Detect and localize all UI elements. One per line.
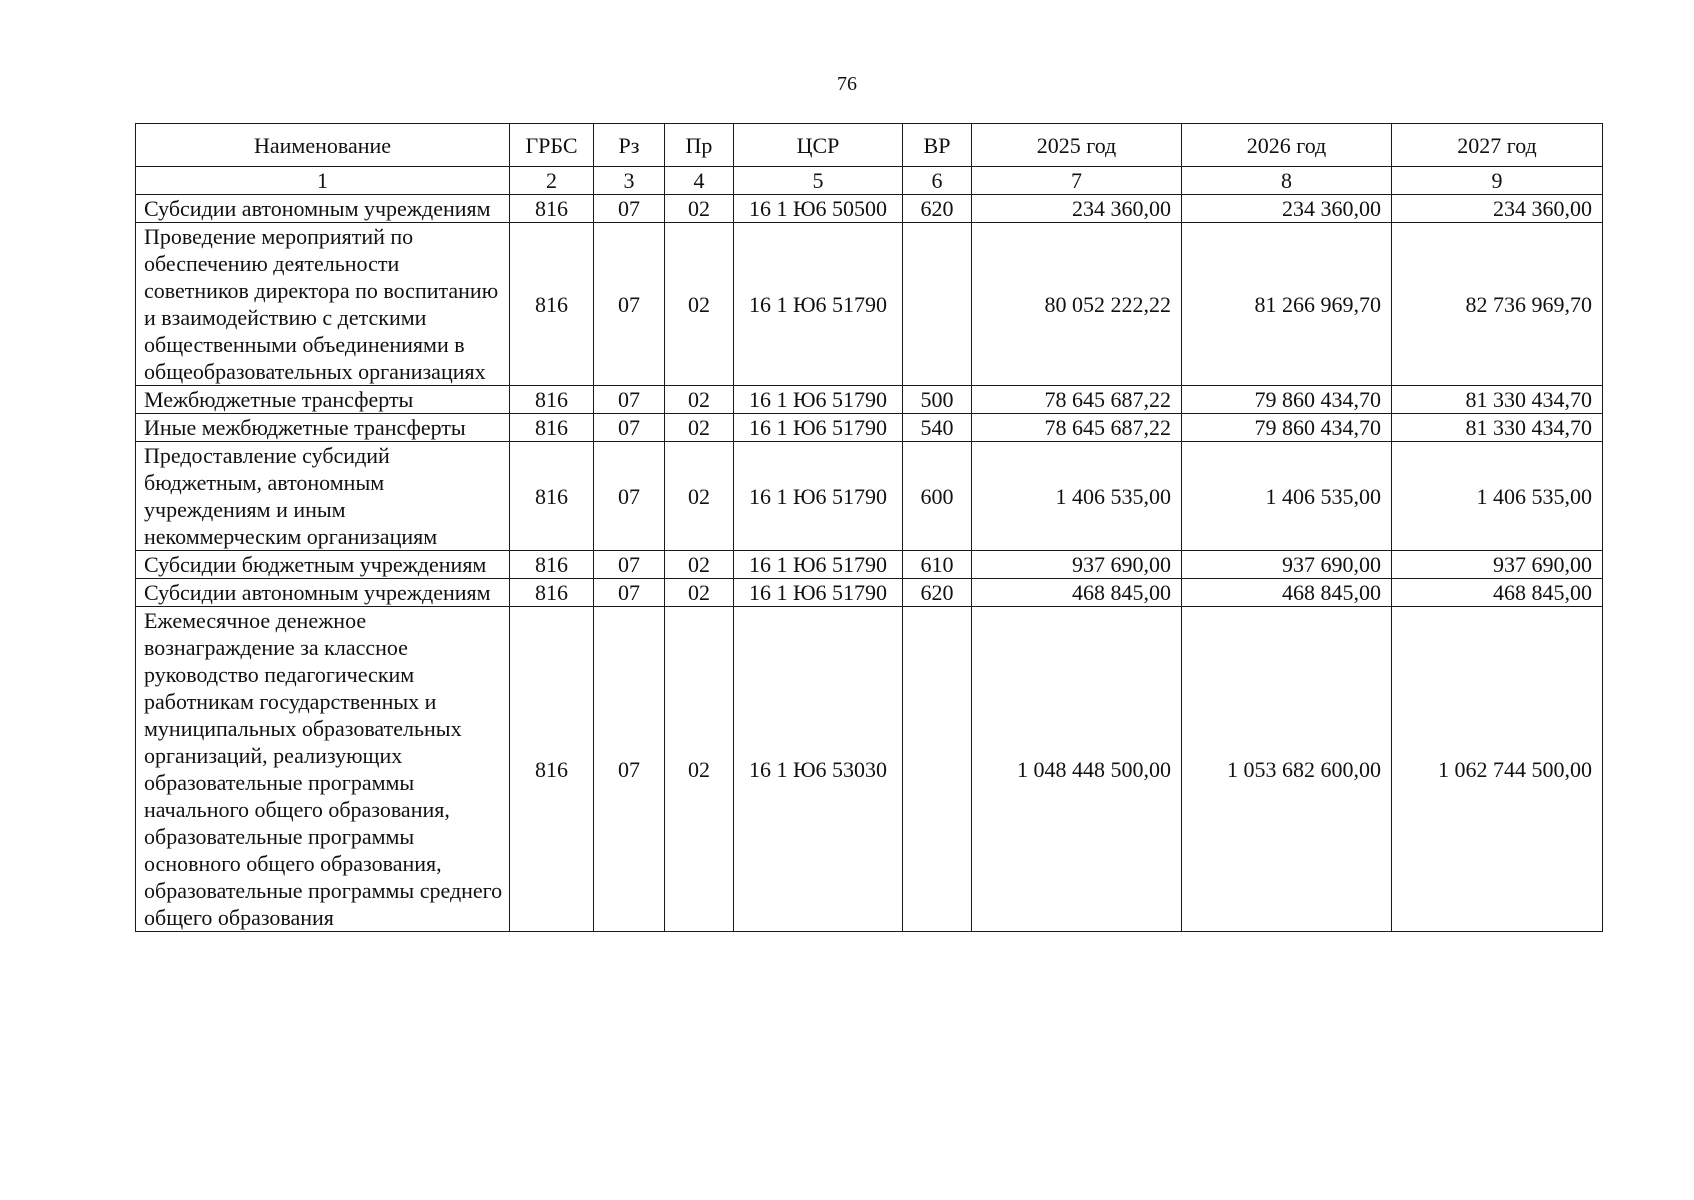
column-number: 1	[136, 167, 510, 195]
column-number: 2	[510, 167, 594, 195]
row-csr: 16 1 Ю6 51790	[734, 386, 903, 414]
row-amount-2027: 937 690,00	[1392, 551, 1603, 579]
row-rz: 07	[594, 551, 665, 579]
row-amount-2025: 234 360,00	[972, 195, 1182, 223]
column-number: 4	[665, 167, 734, 195]
row-rz: 07	[594, 579, 665, 607]
row-grbs: 816	[510, 386, 594, 414]
header-grbs: ГРБС	[510, 124, 594, 167]
row-amount-2027: 1 406 535,00	[1392, 442, 1603, 551]
table-row	[136, 223, 1603, 386]
column-number: 8	[1182, 167, 1392, 195]
row-rz: 07	[594, 442, 665, 551]
table-row	[136, 442, 1603, 551]
row-csr: 16 1 Ю6 50500	[734, 195, 903, 223]
table-row	[136, 551, 1603, 579]
row-pr: 02	[665, 551, 734, 579]
row-pr: 02	[665, 223, 734, 386]
row-amount-2027: 234 360,00	[1392, 195, 1603, 223]
row-rz: 07	[594, 414, 665, 442]
row-grbs: 816	[510, 195, 594, 223]
table-row	[136, 579, 1603, 607]
row-amount-2025: 1 406 535,00	[972, 442, 1182, 551]
row-amount-2026: 1 406 535,00	[1182, 442, 1392, 551]
budget-table	[135, 123, 1603, 932]
header-pr: Пр	[665, 124, 734, 167]
column-number: 5	[734, 167, 903, 195]
row-grbs: 816	[510, 579, 594, 607]
column-number: 9	[1392, 167, 1603, 195]
row-csr: 16 1 Ю6 51790	[734, 579, 903, 607]
row-amount-2027: 1 062 744 500,00	[1392, 607, 1603, 932]
row-csr: 16 1 Ю6 51790	[734, 223, 903, 386]
row-amount-2026: 468 845,00	[1182, 579, 1392, 607]
row-rz: 07	[594, 386, 665, 414]
row-name: Межбюджетные трансферты	[136, 386, 510, 414]
row-pr: 02	[665, 607, 734, 932]
row-pr: 02	[665, 195, 734, 223]
row-csr: 16 1 Ю6 51790	[734, 442, 903, 551]
row-amount-2025: 1 048 448 500,00	[972, 607, 1182, 932]
row-amount-2025: 937 690,00	[972, 551, 1182, 579]
row-amount-2026: 234 360,00	[1182, 195, 1392, 223]
row-pr: 02	[665, 442, 734, 551]
row-grbs: 816	[510, 551, 594, 579]
row-amount-2025: 468 845,00	[972, 579, 1182, 607]
row-rz: 07	[594, 195, 665, 223]
row-amount-2025: 78 645 687,22	[972, 386, 1182, 414]
row-rz: 07	[594, 223, 665, 386]
row-csr: 16 1 Ю6 53030	[734, 607, 903, 932]
header-row	[136, 124, 1603, 167]
row-name: Проведение мероприятий по обеспечению деятельности советников директора по воспитанию и взаимодействию с детскими общественными объединениями в общеобразовательных организациях	[136, 223, 510, 386]
table-row	[136, 195, 1603, 223]
row-vr: 620	[903, 579, 972, 607]
row-amount-2026: 79 860 434,70	[1182, 386, 1392, 414]
row-grbs: 816	[510, 223, 594, 386]
row-amount-2027: 81 330 434,70	[1392, 414, 1603, 442]
row-amount-2026: 79 860 434,70	[1182, 414, 1392, 442]
row-grbs: 816	[510, 442, 594, 551]
row-amount-2025: 78 645 687,22	[972, 414, 1182, 442]
page-number: 76	[837, 73, 857, 95]
table-row	[136, 414, 1603, 442]
row-pr: 02	[665, 386, 734, 414]
header-rz: Рз	[594, 124, 665, 167]
row-amount-2027: 81 330 434,70	[1392, 386, 1603, 414]
header-vr: ВР	[903, 124, 972, 167]
header-name: Наименование	[136, 124, 510, 167]
row-vr: 540	[903, 414, 972, 442]
row-vr: 600	[903, 442, 972, 551]
row-amount-2027: 82 736 969,70	[1392, 223, 1603, 386]
column-number: 6	[903, 167, 972, 195]
row-amount-2026: 937 690,00	[1182, 551, 1392, 579]
header-csr: ЦСР	[734, 124, 903, 167]
row-amount-2026: 1 053 682 600,00	[1182, 607, 1392, 932]
row-vr	[903, 607, 972, 932]
row-name: Субсидии автономным учреждениям	[136, 579, 510, 607]
row-vr: 500	[903, 386, 972, 414]
row-csr: 16 1 Ю6 51790	[734, 551, 903, 579]
table-row	[136, 386, 1603, 414]
table-row	[136, 607, 1603, 932]
column-number: 3	[594, 167, 665, 195]
row-name: Предоставление субсидий бюджетным, автономным учреждениям и иным некоммерческим организациям	[136, 442, 510, 551]
row-grbs: 816	[510, 414, 594, 442]
row-grbs: 816	[510, 607, 594, 932]
row-name: Субсидии автономным учреждениям	[136, 195, 510, 223]
row-vr: 610	[903, 551, 972, 579]
row-pr: 02	[665, 414, 734, 442]
row-amount-2026: 81 266 969,70	[1182, 223, 1392, 386]
row-csr: 16 1 Ю6 51790	[734, 414, 903, 442]
row-name: Субсидии бюджетным учреждениям	[136, 551, 510, 579]
row-vr: 620	[903, 195, 972, 223]
row-name: Иные межбюджетные трансферты	[136, 414, 510, 442]
row-pr: 02	[665, 579, 734, 607]
header-2026: 2026 год	[1182, 124, 1392, 167]
header-2027: 2027 год	[1392, 124, 1603, 167]
column-number-row	[136, 167, 1603, 195]
row-amount-2025: 80 052 222,22	[972, 223, 1182, 386]
header-2025: 2025 год	[972, 124, 1182, 167]
row-vr	[903, 223, 972, 386]
column-number: 7	[972, 167, 1182, 195]
row-rz: 07	[594, 607, 665, 932]
row-amount-2027: 468 845,00	[1392, 579, 1603, 607]
row-name: Ежемесячное денежное вознаграждение за классное руководство педагогическим работникам государственных и муниципальных образовательных организаций, реализующих образовательные программы начального общего образования, образовательные программы основного общего образования, образовательные программы среднего общего образования	[136, 607, 510, 932]
